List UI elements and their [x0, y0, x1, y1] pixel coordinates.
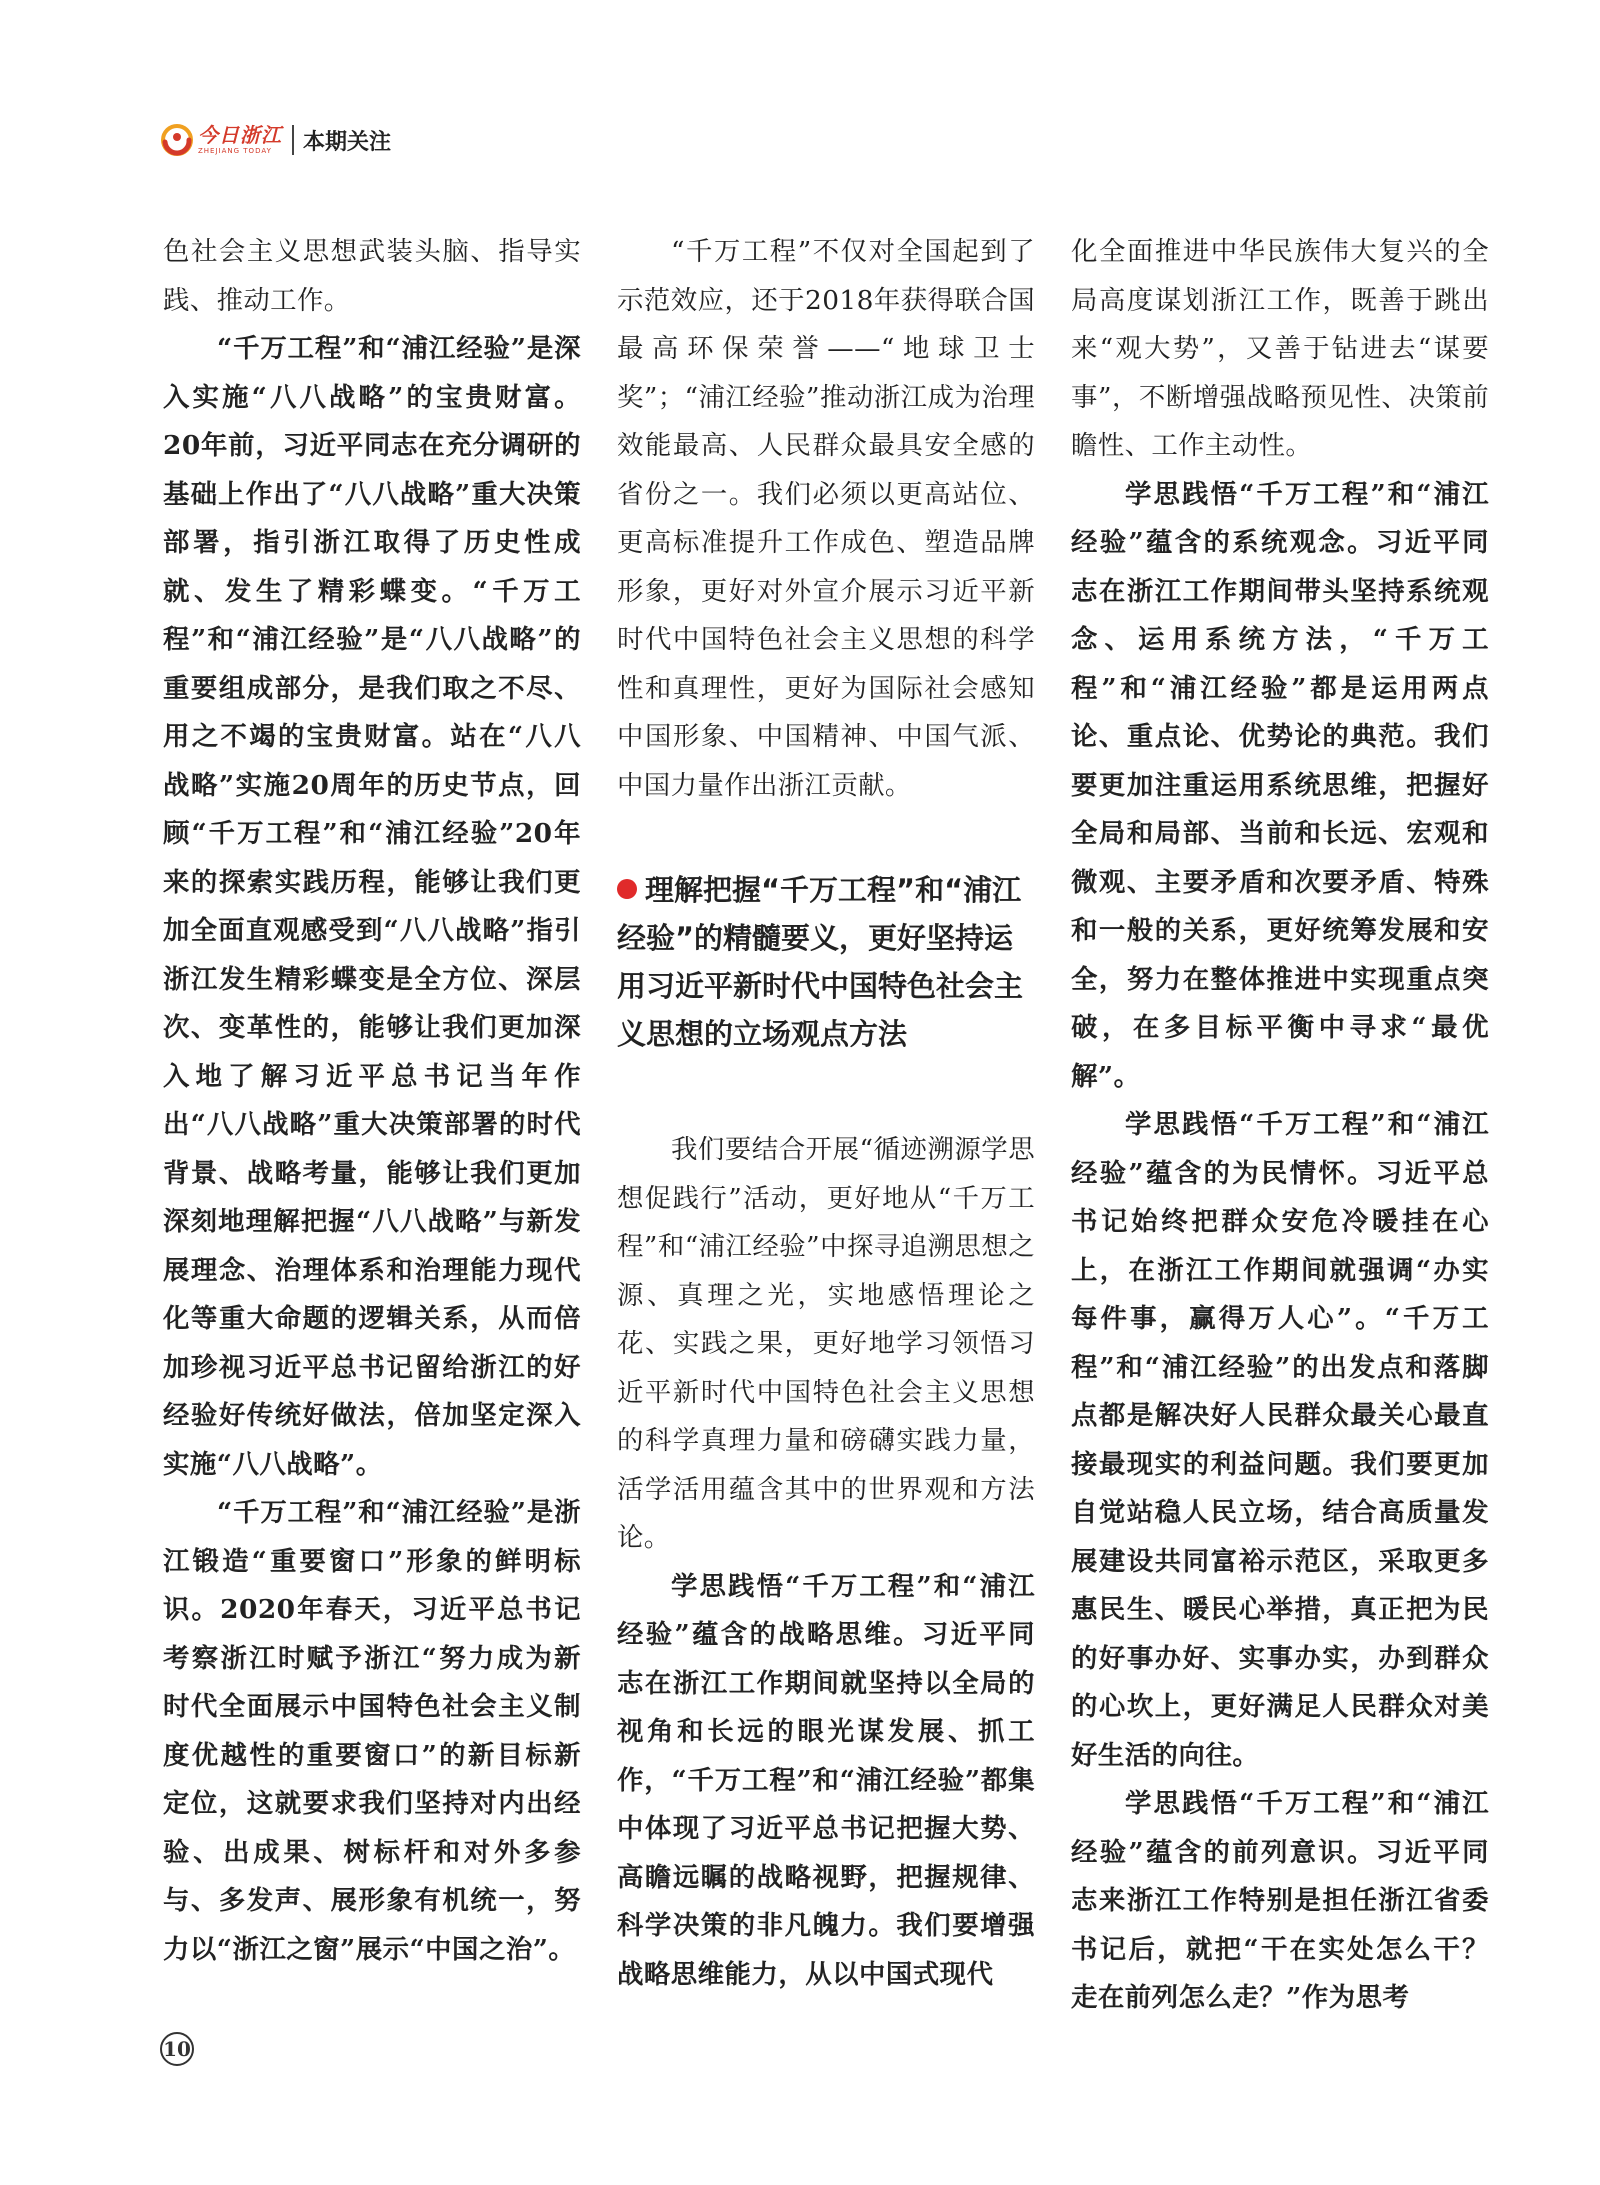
section-heading-text: 理解把握“千万工程”和“浦江经验”的精髓要义，更好坚持运用习近平新时代中国特色社会主义思想的立场观点方法 — [617, 873, 1024, 1051]
page-number: 10 — [160, 2032, 194, 2066]
paragraph: “千万工程”和“浦江经验”是浙江锻造“重要窗口”形象的鲜明标识。2020年春天，习近平总书记考察浙江时赋予浙江“努力成为新时代全面展示中国特色社会主义制度优越性的重要窗口”的新目标新定位，这就要求我们坚持对内出经验、出成果、树标杆和对外多参与、多发声、展形象有机统一，努力以“浙江之窗”展示“中国之治”。 — [163, 1497, 581, 1965]
paragraph: 学思践悟“千万工程”和“浦江经验”蕴含的系统观念。习近平同志在浙江工作期间带头坚持系统观念、运用系统方法，“千万工程”和“浦江经验”都是运用两点论、重点论、优势论的典范。我们要更加注重运用系统思维，把握好全局和局部、当前和长远、宏观和微观、主要矛盾和次要矛盾、特殊和一般的关系，更好统筹发展和安全，努力在整体推进中实现重点突破，在多目标平衡中寻求“最优解”。 — [1071, 478, 1489, 1092]
paragraph: 我们要结合开展“循迹溯源学思想促践行”活动，更好地从“千万工程”和“浦江经验”中探寻追溯思想之源、真理之光，实地感悟理论之花、实践之果，更好地学习领悟习近平新时代中国特色社会主义思想的科学真理力量和磅礴实践力量，活学活用蕴含其中的世界观和方法论。 — [617, 1134, 1035, 1553]
page-header — [160, 118, 391, 162]
header-divider — [292, 125, 294, 155]
magazine-logo — [160, 123, 282, 157]
paragraph: 学思践悟“千万工程”和“浦江经验”蕴含的为民情怀。习近平总书记始终把群众安危冷暖挂在心上，在浙江工作期间就强调“办实每件事，赢得万人心”。“千万工程”和“浦江经验”的出发点和落脚点都是解决好人民群众最关心最直接最现实的利益问题。我们要更加自觉站稳人民立场，结合高质量发展建设共同富裕示范区，采取更多惠民生、暖民心举措，真正把为民的好事办好、实事办实，办到群众的心坎上，更好满足人民群众对美好生活的向往。 — [1071, 1109, 1489, 1771]
column-left — [163, 228, 581, 1974]
logo-chinese-text: 今日浙江 — [198, 123, 282, 147]
red-bullet-icon — [617, 879, 637, 899]
column-right — [1071, 228, 1489, 2023]
paragraph: 学思践悟“千万工程”和“浦江经验”蕴含的前列意识。习近平同志来浙江工作特别是担任浙江省委书记后，就把“干在实处怎么干？走在前列怎么走？”作为思考 — [1071, 1788, 1489, 2013]
paragraph: 学思践悟“千万工程”和“浦江经验”蕴含的战略思维。习近平同志在浙江工作期间就坚持以全局的视角和长远的眼光谋发展、抓工作，“千万工程”和“浦江经验”都集中体现了习近平总书记把握大势、高瞻远瞩的战略视野，把握规律、科学决策的非凡魄力。我们要增强战略思维能力，从以中国式现代 — [617, 1570, 1035, 1990]
paragraph: “千万工程”不仅对全国起到了示范效应，还于2018年获得联合国最高环保荣誉——“地球卫士奖”；“浦江经验”推动浙江成为治理效能最高、人民群众最具安全感的省份之一。我们必须以更高站位、更高标准提升工作成色、塑造品牌形象，更好对外宣介展示习近平新时代中国特色社会主义思想的科学性和真理性，更好为国际社会感知中国形象、中国精神、中国气派、中国力量作出浙江贡献。 — [617, 236, 1035, 801]
paragraph: 色社会主义思想武装头脑、指导实践、推动工作。 — [163, 236, 581, 316]
logo-swirl-icon — [160, 123, 194, 157]
paragraph: “千万工程”和“浦江经验”是深入实施“八八战略”的宝贵财富。20年前，习近平同志在充分调研的基础上作出了“八八战略”重大决策部署，指引浙江取得了历史性成就、发生了精彩蝶变。“千万工程”和“浦江经验”是“八八战略”的重要组成部分，是我们取之不尽、用之不竭的宝贵财富。站在“八八战略”实施20周年的历史节点，回顾“千万工程”和“浦江经验”20年来的探索实践历程，能够让我们更加全面直观感受到“八八战略”指引浙江发生精彩蝶变是全方位、深层次、变革性的，能够让我们更加深入地了解习近平总书记当年作出“八八战略”重大决策部署的时代背景、战略考量，能够让我们更加深刻地理解把握“八八战略”与新发展理念、治理体系和治理能力现代化等重大命题的逻辑关系，从而倍加珍视习近平总书记留给浙江的好经验好传统好做法，倍加坚定深入实施“八八战略”。 — [163, 333, 581, 1480]
logo-english-text: ZHEJIANG TODAY — [198, 147, 272, 155]
paragraph: 化全面推进中华民族伟大复兴的全局高度谋划浙江工作，既善于跳出来“观大势”，又善于钻进去“谋要事”，不断增强战略预见性、决策前瞻性、工作主动性。 — [1071, 236, 1489, 461]
column-middle — [617, 228, 1035, 1999]
section-label: 本期关注 — [303, 129, 392, 155]
section-heading — [617, 866, 1035, 1058]
